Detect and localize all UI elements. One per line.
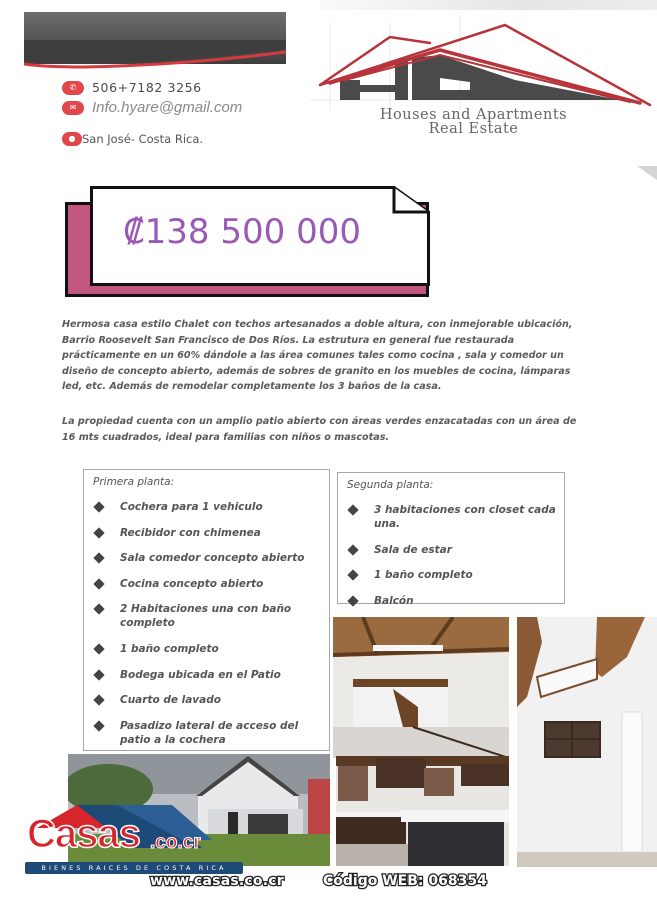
- contact-phone: [62, 80, 202, 95]
- diamond-bullet-icon: [93, 501, 104, 512]
- feature-item: [93, 602, 320, 630]
- diamond-bullet-icon: [347, 544, 358, 555]
- feature-label: Recibidor con chimenea: [120, 526, 261, 539]
- diamond-bullet-icon: [93, 720, 104, 731]
- feature-item: [93, 642, 320, 656]
- feature-item: [347, 594, 574, 608]
- casas-logo-word: Casas: [27, 812, 140, 856]
- phone-number[interactable]: 506+7182 3256: [92, 80, 202, 95]
- description-paragraph-1: Hermosa casa estilo Chalet con techos artesanados a doble altura, con inmejorable ubicación, Barrio Roosevelt San Francisco de Dos Ríos. La estrutura en general fue restaurada prácticamente en un 60% dándole a las área comunes tales como cocina , sala y comedor un diseño de concepto abierto, además de sobres de granito en los muebles de cocina, lámparas led, etc. Además de remodelar completamente los 3 baños de la casa.: [62, 319, 573, 392]
- feature-item: [347, 543, 574, 557]
- feature-item: [347, 503, 574, 531]
- second-floor-title: Segunda planta:: [347, 479, 434, 491]
- feature-label: Sala de estar: [374, 543, 452, 556]
- feature-item: [93, 551, 320, 565]
- diamond-bullet-icon: [347, 570, 358, 581]
- feature-label: 2 Habitaciones una con baño completo: [120, 603, 292, 630]
- phone-icon: ✆: [62, 81, 84, 95]
- feature-label: 1 baño completo: [120, 642, 219, 655]
- feature-item: [347, 568, 574, 582]
- contact-location: [62, 132, 203, 146]
- diamond-bullet-icon: [93, 643, 104, 654]
- logo-title: [290, 108, 657, 136]
- feature-label: Sala comedor concepto abierto: [120, 552, 305, 565]
- first-floor-title: Primera planta:: [93, 476, 175, 488]
- second-floor-features: [337, 472, 565, 608]
- diamond-bullet-icon: [347, 504, 358, 515]
- living-room-photo[interactable]: [333, 617, 509, 758]
- casas-logo-tld: .co.cr: [150, 832, 201, 853]
- feature-label: 1 baño completo: [374, 569, 473, 582]
- contact-email: [62, 99, 242, 116]
- logo-line-2: Real Estate: [428, 121, 519, 137]
- diamond-bullet-icon: [93, 578, 104, 589]
- feature-item: [93, 577, 320, 591]
- email-address[interactable]: Info.hyare@gmail.com: [92, 99, 243, 116]
- first-floor-features: [83, 469, 330, 751]
- page-fold-decoration: [637, 166, 657, 180]
- feature-item: [93, 668, 320, 682]
- diamond-bullet-icon: [93, 553, 104, 564]
- logo-line-1: Houses and Apartments: [379, 107, 568, 123]
- stairwell-photo[interactable]: [517, 617, 657, 867]
- diamond-bullet-icon: [347, 595, 358, 606]
- feature-label: Cocina concepto abierto: [120, 577, 264, 590]
- price-value: ₡138 500 000: [123, 212, 361, 252]
- location-text: San José- Costa Rica.: [82, 132, 204, 146]
- diamond-bullet-icon: [93, 669, 104, 680]
- top-strip: [320, 0, 657, 10]
- kitchen-photo[interactable]: [336, 756, 509, 866]
- diamond-bullet-icon: [93, 694, 104, 705]
- feature-label: Balcón: [374, 595, 414, 608]
- diamond-bullet-icon: [93, 604, 104, 615]
- feature-label: 3 habitaciones con closet cada una.: [374, 504, 556, 530]
- envelope-icon: ✉: [62, 101, 84, 115]
- first-floor-list: [93, 500, 320, 758]
- diamond-bullet-icon: [93, 527, 104, 538]
- feature-item: [93, 500, 320, 514]
- feature-label: Pasadizo lateral de acceso del patio a la cochera: [120, 719, 299, 746]
- header-banner-swoosh: [24, 40, 286, 72]
- company-logo: [290, 10, 657, 110]
- website-link[interactable]: www.casas.co.cr: [150, 873, 284, 889]
- second-floor-list: [347, 503, 574, 620]
- feature-item: [93, 693, 320, 707]
- map-pin-icon: ●: [62, 132, 82, 146]
- feature-label: Cochera para 1 vehiculo: [120, 501, 263, 513]
- casas-tagline: BIENES RAICES DE COSTA RICA: [25, 862, 243, 874]
- feature-item: [93, 526, 320, 540]
- web-code: Código WEB: 068354: [323, 873, 487, 889]
- feature-label: Cuarto de lavado: [120, 694, 221, 707]
- description-paragraph-2: La propiedad cuenta con un amplio patio abierto con áreas verdes enzacatadas con un área de 16 mts cuadrados, ideal para familias con niños o mascotas.: [62, 416, 577, 443]
- feature-item: [93, 719, 320, 747]
- feature-label: Bodega ubicada en el Patio: [120, 668, 281, 681]
